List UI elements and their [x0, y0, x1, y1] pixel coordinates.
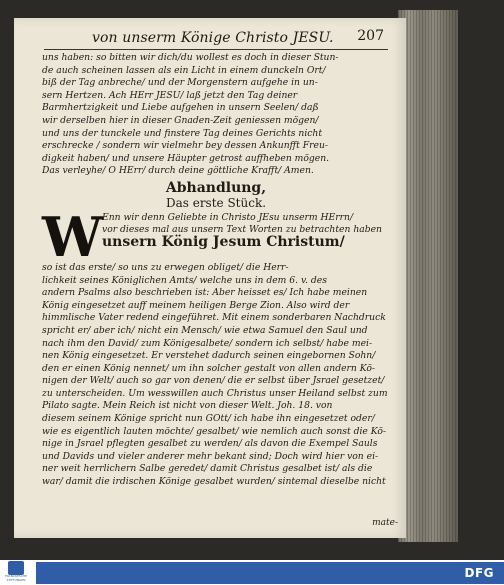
viewer-footer	[0, 560, 504, 585]
text-line: und uns der tunckele und finstere Tag deines Gerichts nicht	[42, 127, 323, 139]
text-line: den er einen König nennet/ um ihn solcher gestalt von allen andern Kö-	[42, 362, 375, 374]
text-line: König eingesetzet auff meinem heiligen Berge Zion. Also wird der	[42, 299, 350, 311]
text-line: nen König eingesetzet. Er verstehet dadurch seinen eingebornen Sohn/	[42, 350, 376, 362]
text-line: nach ihm den David/ zum Königesalbete/ sondern ich selbst/ habe mei-	[42, 337, 373, 349]
dfg-logo[interactable]: DFG	[464, 566, 494, 580]
book-page	[14, 18, 406, 538]
text-line: wir derselben hier in dieser Gnaden-Zeit geniessen mögen/	[42, 114, 319, 126]
book-page-edges	[398, 10, 458, 542]
text-line: nige in Jsrael pflegten gesalbet zu werden/ als davon die Exempel Sauls	[42, 438, 378, 450]
text-line: ner weit herrlichern Salbe geredet/ damit Christus gesalbet ist/ als die	[42, 463, 373, 475]
text-line: erschrecke / sondern wir vielmehr bey dessen Ankunfft Freu-	[42, 140, 328, 152]
text-line: zu unterscheiden. Um wesswillen auch Christus unser Heiland selbst zum	[42, 387, 388, 399]
running-title: von unserm Könige Christo JESU.	[92, 30, 334, 46]
text-line: und Davids und vieler anderer mehr bekant sind; Doch wird hier von ei-	[42, 450, 379, 462]
text-line: Pilato sagte. Mein Reich ist nicht von dieser Welt. Joh. 18. von	[42, 400, 333, 412]
text-line: Das verleyhe/ O HErr/ durch deine göttliche Krafft/ Amen.	[42, 165, 314, 177]
section-subheading: Das erste Stück.	[165, 195, 267, 210]
library-shield-icon	[8, 561, 24, 575]
text-line-emphasis: unsern König Jesum Christum/	[102, 233, 345, 250]
dropcap-letter: W	[42, 204, 103, 269]
text-line: Enn wir denn Geliebte in Christo JEsu unserm HErrn/	[102, 211, 354, 223]
library-label: FRANCKESCHE STIFTUNGEN	[4, 574, 28, 582]
text-line: biß der Tag anbreche/ und der Morgenstern aufgehe in un-	[42, 77, 318, 89]
text-line: himmlische Vater redend eingeführet. Mit einem sonderbaren Nachdruck	[42, 312, 386, 324]
text-line: nigen der Welt/ auch so gar von denen/ die er selbst über Jsrael gesetzet/	[42, 375, 385, 387]
text-line: Barmhertzigkeit und Liebe aufgehen in unsern Seelen/ daß	[42, 102, 319, 114]
text-line: war/ damit die irdischen Könige gesalbet wurden/ sintemal dieselbe nicht	[42, 476, 386, 488]
header-rule	[44, 49, 388, 50]
text-block	[42, 52, 390, 489]
library-logo[interactable]	[4, 560, 28, 585]
text-line: digkeit haben/ und unsere Häupter getrost auffheben mögen.	[42, 152, 330, 164]
running-header	[92, 28, 396, 48]
text-line: andern Psalms also beschrieben ist: Aber heisset es/ Ich habe meinen	[42, 287, 368, 299]
text-line: spricht er/ aber ich/ nicht ein Mensch/ wie etwa Samuel den Saul und	[42, 324, 368, 336]
text-line: wie es eigentlich lauten möchte/ gesalbet/ wie nemlich auch sonst die Kö-	[42, 425, 387, 437]
text-line: vor dieses mal aus unsern Text Worten zu betrachten haben	[102, 223, 382, 235]
text-line: de auch scheinen lassen als ein Licht in einem dunckeln Ort/	[42, 64, 326, 76]
section-heading: Abhandlung,	[165, 179, 267, 196]
text-line: diesem seinem Könige spricht nun GOtt/ ich habe ihn eingesetzet oder/	[42, 413, 375, 425]
text-line: uns haben: so bitten wir dich/du wollest es doch in dieser Stun-	[42, 52, 339, 63]
text-line: so ist das erste/ so uns zu erwegen obliget/ die Herr-	[42, 261, 289, 273]
catchword: mate-	[372, 518, 398, 528]
text-line: lichkeit seines Königlichen Amts/ welche uns in dem 6. v. des	[42, 274, 327, 286]
footer-bar	[36, 562, 504, 584]
page-number: 207	[357, 28, 384, 44]
text-line: sern Hertzen. Ach HErr JESU/ laß jetzt den Tag deiner	[42, 89, 298, 101]
